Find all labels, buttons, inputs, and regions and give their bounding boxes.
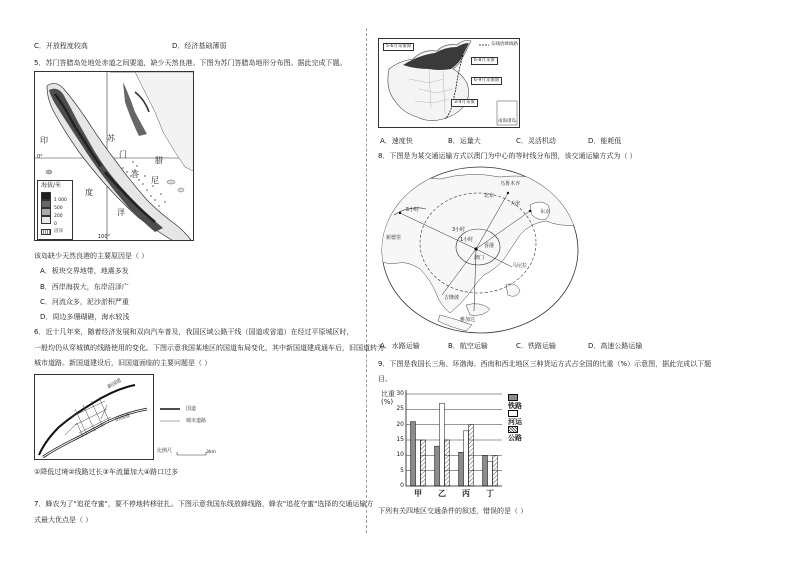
chart-ytick-20: 20: [396, 420, 404, 428]
iso-label-tianjin: 天津: [510, 201, 521, 207]
map3-label-south-sea: 南海诸岛: [498, 119, 516, 124]
chart-bar-丙-铁路: [459, 452, 464, 486]
isochrone-map: [380, 165, 580, 335]
legend-label-0: 0: [54, 222, 57, 227]
q8-option-b: B．航空运输: [448, 342, 488, 350]
legend-swatch-1000: [41, 192, 51, 200]
chart-ytick-0: 0: [400, 482, 404, 489]
q8-option-a: A．水路运输: [380, 342, 420, 350]
map1-label-da: 答: [131, 170, 139, 179]
iso-label-jakarta: 雅加达: [460, 317, 476, 323]
q6-stem-line3: 城市道路。新国道建设后，旧国道面临的主要问题是（ ）: [34, 359, 212, 367]
map1-label-equator: 0°: [37, 154, 43, 160]
chart-ytick-15: 15: [396, 436, 404, 443]
road-map: [34, 374, 154, 460]
road-scale-label: 比例尺: [157, 448, 173, 454]
map1-label-su: 苏: [107, 134, 115, 143]
q7-stem-line2: 式最大优点是（ ）: [34, 516, 93, 524]
map1-legend: [37, 180, 73, 240]
map3-label-route: 东线放蜂线路: [491, 42, 518, 47]
chart-bar-丁-公路: [493, 455, 498, 486]
q4-option-c: C．开放程度较高: [34, 42, 88, 50]
q6-stem-line1: 6．近十几年来，随着经济发展和双向汽车普及，我国区域公路干线（国道或省道）在经过平原城区时，: [34, 328, 354, 336]
iso-label-1h: 1小时: [460, 237, 474, 243]
chart-ytick-30: 30: [396, 390, 404, 397]
q5-stem: 5．苏门答腊岛处地处赤道之间要道，缺少天然良港。下图为苏门答腊岛地形分布图。据此完成下题。: [34, 59, 347, 67]
column-divider: [366, 28, 367, 533]
road-scale-value: 3km: [206, 450, 216, 455]
chart-bar-丁-铁路: [483, 455, 488, 486]
chart-bar-甲-河运: [416, 440, 421, 486]
map3-label-jun-sep: 6-9月采蜜期: [471, 77, 502, 85]
isochrone-map-drawing: [380, 165, 580, 335]
q8-option-c: C．铁路运输: [516, 342, 556, 350]
map3-label-jun-aug: 6-8月采蜜: [471, 57, 498, 65]
iso-label-macau: 澳门: [474, 255, 485, 261]
map3-label-mar-apr: 3-4月采蜜: [451, 99, 478, 107]
legend-swatch-0: [41, 216, 51, 224]
map1-label-yang: 洋: [117, 208, 125, 217]
q8-option-d: D．高速公路运输: [588, 342, 643, 350]
legend-label-1000: 1 000: [54, 198, 67, 203]
q7-stem-line1: 7．蜂农为了"追花夺蜜"，要不停地转移驻扎。下图示意我国东线放蜂线路，蜂农"追花夺蜜"选择的交通运输方: [34, 500, 374, 508]
freight-chart-svg: [378, 386, 558, 502]
legend-swatch-500: [41, 200, 51, 208]
q5-option-b: B．西岸海拔大，东岸沼泽广: [40, 283, 129, 291]
iso-label-new-delhi: 新德里: [386, 235, 402, 241]
iso-label-hongkong: 香港: [484, 243, 495, 249]
q9-stem-line2: 目。: [378, 375, 392, 383]
map1-legend-title: 海拔/米: [41, 182, 62, 189]
q5-option-a: A．板块交界地带，地震多发: [40, 267, 129, 275]
map2-label-old-road: 旧国道: [114, 412, 131, 424]
freight-chart: [378, 386, 558, 502]
map1-label-ni: 尼: [151, 176, 159, 185]
q5-question: 该岛缺少天然良港的主要原因是（ ）: [34, 252, 149, 260]
q5-option-c: C．河流众多，泥沙淤积严重: [40, 298, 129, 306]
chart-ytick-25: 25: [396, 405, 404, 413]
chart-bar-丙-河运: [464, 431, 469, 486]
legend-swatch-swamp: [41, 229, 51, 235]
iso-label-urumqi: 乌鲁木齐: [500, 181, 521, 187]
q4-option-d: D．经济基础薄弱: [172, 42, 227, 50]
chart-ytick-5: 5: [400, 466, 404, 474]
legend-label-swamp: 沼泽: [54, 229, 63, 234]
chart-bar-甲-公路: [421, 440, 426, 486]
legend-label-200: 200: [54, 214, 63, 219]
chart-ytick-10: 10: [396, 451, 404, 459]
q5-option-d: D．周边多珊瑚礁，海水较浅: [40, 313, 130, 321]
q8-stem: 8．下图是为某交通运输方式以澳门为中心的等时线分布图，该交通运输方式为（ ）: [378, 152, 637, 160]
map1-label-men: 门: [119, 150, 127, 159]
chart-bar-乙-铁路: [435, 446, 440, 486]
legend-swatch-200: [41, 208, 51, 216]
chart-xtick-甲: 甲: [414, 488, 422, 498]
iso-label-5h: 5小时: [406, 207, 420, 213]
chart-bar-乙-河运: [440, 403, 445, 486]
chart-bar-丙-公路: [469, 425, 474, 486]
legend-label-500: 500: [54, 206, 63, 211]
sumatra-map: [34, 71, 194, 241]
map2-label-new-road: 新国道: [106, 377, 123, 391]
q7-option-d: D．能耗低: [588, 137, 622, 145]
chart-bar-乙-公路: [445, 440, 450, 486]
iso-label-kuala-lumpur: 吉隆坡: [444, 295, 460, 301]
iso-label-manila: 马尼拉: [512, 263, 528, 269]
q6-stem-line2: 一般均仍从穿城镇的线路使用的变化。下图示意我国某地区的国道布局变化，其中新国道建成通车后，旧国道转为: [34, 344, 384, 352]
iso-label-beijing: 北京: [484, 193, 495, 199]
chart-legend-label-公路: 公路: [508, 433, 522, 442]
q7-option-c: C．灵活机动: [516, 137, 556, 145]
chart-xtick-乙: 乙: [438, 488, 446, 498]
chart-bar-甲-铁路: [411, 422, 416, 486]
bee-route-map: [378, 38, 520, 128]
q9-stem-line1: 9．下图是我国长三角、环渤海、西南和西北地区三种货运方式占全国的比重（%）示意图，据此完成以下题: [378, 360, 712, 368]
chart-ylabel: 比重(%): [381, 390, 395, 406]
q7-option-b: B．运量大: [448, 137, 481, 145]
iso-label-tokyo: 东京: [540, 209, 551, 215]
map1-label-du: 度: [85, 188, 93, 197]
chart-legend-swatch-公路: [508, 426, 518, 433]
chart-legend-swatch-铁路: [508, 394, 518, 401]
q9-question: 下列有关四地区交通条件的叙述，错误的是（ ）: [378, 507, 528, 515]
road-legend-national: 国道: [186, 406, 197, 412]
road-map-drawing: [35, 375, 154, 460]
chart-legend-label-河运: 河运: [508, 417, 522, 426]
map1-label-la: 腊: [155, 156, 163, 165]
chart-xtick-丁: 丁: [486, 488, 494, 498]
q7-option-a: A．速度快: [380, 137, 413, 145]
road-legend-urban: 城市道路: [186, 418, 207, 424]
chart-legend-swatch-河运: [508, 410, 518, 417]
chart-xtick-丙: 丙: [462, 488, 470, 498]
map1-label-yin: 印: [40, 136, 48, 145]
iso-label-3h: 3小时: [452, 227, 466, 233]
map1-label-lon: 100°: [98, 234, 111, 240]
q6-options: ①降低过境②线路过长③车流量加大④路口过多: [34, 468, 179, 476]
chart-legend-label-铁路: 铁路: [508, 401, 522, 410]
chart-bar-丁-河运: [488, 461, 493, 486]
map3-label-may-jun: 5-6月采蜜期: [383, 43, 414, 51]
